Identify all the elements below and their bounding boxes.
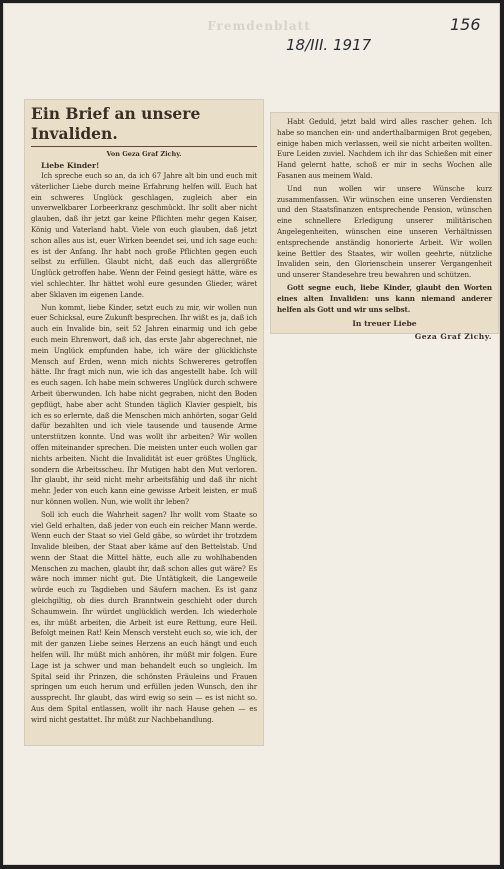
newspaper-stamp: Fremdenblatt	[207, 19, 311, 33]
article-title: Ein Brief an unsere Invaliden.	[31, 104, 257, 147]
article-paragraph: Ich spreche euch so an, da ich 67 Jahre alt bin und euch mit väterlicher Liebe durch meine Erfahrung helfen will. Euch hat ein schweres Unglück geschlagen, zugleich aber ein unverwelkbarer Lorbeerkranz geschmückt. Ihr sollt aber nicht glauben, daß ihr jetzt gar keine Pflichten mehr gegen Kaiser, König und Vaterland habt. Viele von euch glauben, daß jetzt schon alles aus ist, euer Wirken beendet sei, und ich sage euch: es ist der Anfang. Ihr habt noch große Pflichten gegen euch selbst zu erfüllen. Glaubt nicht, daß euch das allergrößte Unglück getroffen habe. Wenn der Feind gesiegt hätte, wäre es viel schlechter. Ihr hättet wohl eure gesunden Glieder, wäret aber Sklaven im eigenen Lande.	[31, 171, 257, 299]
article-paragraph: Und nun wollen wir unsere Wünsche kurz zusammenfassen. Wir wünschen eine unseren Verdiensten und den Staatsfinanzen entsprechende Pension, wünschen eine schnellere Erledigung unserer militärischen Angelegenheiten, wünschen eine unseren Verhältnissen entsprechende anständig honorierte Arbeit. Wir wollen keine Bettler des Staates, wir wollen geehrte, nützliche Invaliden sein, den Glorienschein unserer Vergangenheit und unserer Standesehre treu bewahren und schützen.	[277, 183, 492, 280]
article-closing: Gott segne euch, liebe Kinder, glaubt den Worten eines alten Invaliden: uns kann niemand anderer helfen als Gott und wir uns selbst.	[277, 282, 492, 314]
clipping-column-2	[271, 113, 498, 342]
article-paragraph: Soll ich euch die Wahrheit sagen? Ihr wollt vom Staate so viel Geld erhalten, daß jeder von euch ein reicher Mann werde. Wenn euch der Staat so viel Geld gäbe, so würdet ihr trotzdem Invalide bleiben, der Staat aber käme auf den Bettelstab. Und wenn der Staat die Mittel hätte, euch alle zu wohlhabenden Menschen zu machen, glaubt ihr, daß schon alles gut wäre? Es wäre noch immer nicht gut. Die Untätigkeit, die Langeweile würde euch zu Tagdieben und Säufern machen. Es ist ganz gleichgiltig, ob dies durch Branntwein geschieht oder durch Schaumwein. Ihr würdet unglücklich werden. Ich wiederhole es, ihr müßt arbeiten, die Arbeit ist eure Rettung, eure Heil. Befolgt meinen Rat! Kein Mensch versteht euch so, wie ich, der mit der ganzen Liebe seines Herzens an euch hängt und euch helfen will. Ihr müßt mich anhören, ihr müßt mir folgen. Eure Lage ist ja schwer und man behandelt euch so ungleich. Im Spital seid ihr Prinzen, die schönsten Fräuleins und Frauen springen um euch herum und erfüllen jeden Wunsch, den ihr aussprecht. Ihr glaubt, das wird ewig so sein — es ist nicht so. Aus dem Spital entlassen, wollt ihr nach Hause gehen — es wird nicht gestattet. Ihr müßt zur Nachbehandlung.	[31, 509, 257, 724]
article-paragraph: Nun kommt, liebe Kinder, setzt euch zu mir, wir wollen nun euer Schicksal, eure Zukunft besprechen. Ihr wißt es ja, daß ich auch ein Invalide bin, seit 52 Jahren einarmig und ich gebe euch mein Ehrenwort, daß ich, das erste Jahr abgerechnet, nie mein Unglück empfunden habe, ich wäre der glücklichste Mensch auf Erden, wenn mich nichts Schwereres getroffen hätte. Ihr fragt mich nun, wie ich das angestellt habe. Ich will es euch sagen. Ich habe mein schweres Unglück durch schwere Arbeit überwunden. Ich habe nicht gegraben, nicht den Boden gepflügt, habe aber acht Stunden täglich Klavier gespielt, bis ich es so erlernte, daß die Menschen mich anhörten, sogar Geld dafür bezahlten und ich viele tausende und tausende Arme unterstützen konnte. Und was wollt ihr arbeiten? Wir wollen offen miteinander sprechen. Die meisten unter euch wollen gar nichts arbeiten. Nicht die Invalidität ist euer größtes Unglück, sondern die Arbeitsscheu. Ihr Mutigen habt den Mut verloren. Ihr glaubt, ihr seid nicht mehr arbeitsfähig und daß ihr nicht mehr. Jeder von euch kann eine gewisse Arbeit leisten, er muß nur können wollen. Nun, wie wollt ihr leben?	[31, 302, 257, 506]
article-byline: Von Geza Graf Zichy.	[106, 150, 182, 158]
page-number: 156	[450, 15, 481, 34]
archive-page	[3, 3, 500, 865]
sign-off: In treuer Liebe	[352, 319, 417, 329]
signature: Geza Graf Zichy.	[414, 332, 492, 342]
article-greeting: Liebe Kinder!	[41, 161, 100, 170]
handwritten-date: 18/III. 1917	[286, 36, 372, 54]
article-paragraph: Habt Geduld, jetzt bald wird alles rascher gehen. Ich habe so manchen ein- und anderthalbarmigen Brot gegeben, einige haben mich verlassen, weil sie nicht arbeiten wollten. Eure Leiden zuviel. Nachdem ich ihr das Schießen mit einer Hand gelernt hatte, schoß er mir in sechs Wochen alle Fasanen aus meinem Wald.	[277, 117, 492, 180]
clipping-column-1	[25, 100, 263, 745]
